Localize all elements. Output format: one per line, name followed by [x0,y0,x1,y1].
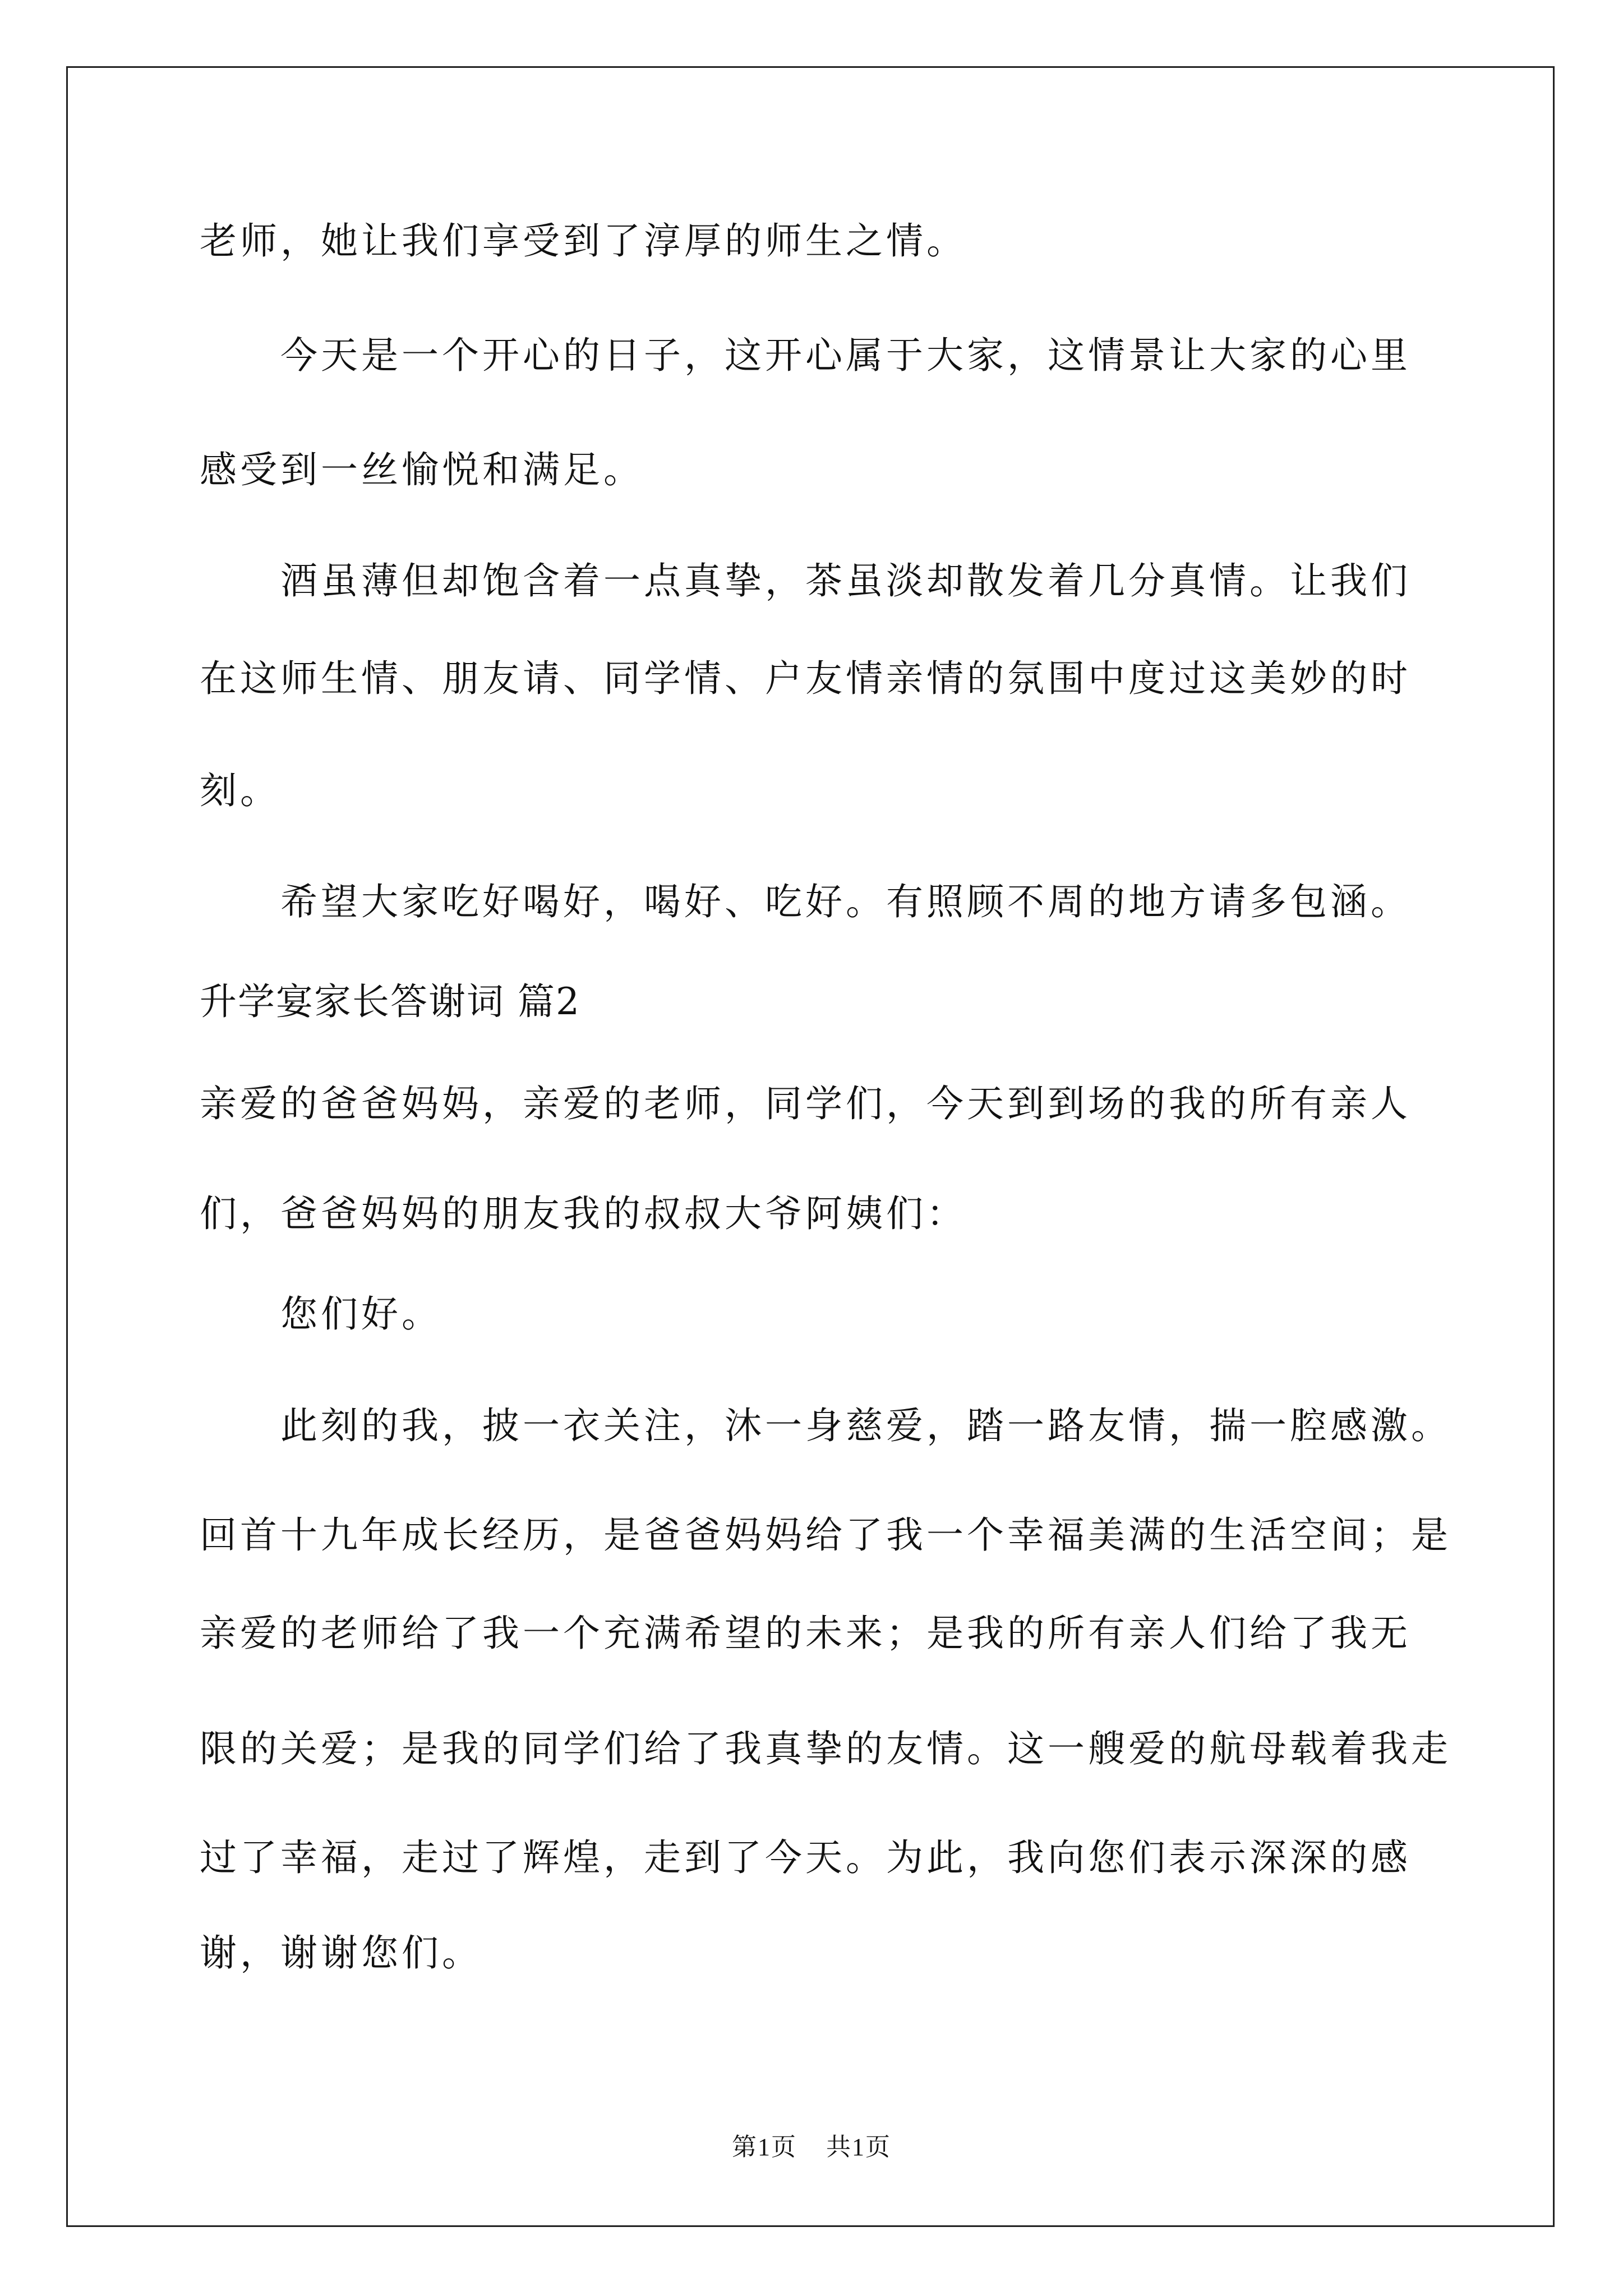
paragraph-line: 限的关爱；是我的同学们给了我真挚的友情。这一艘爱的航母载着我走 [200,1727,1451,1770]
page-footer [0,2132,1623,2163]
page-number: 第1页 [732,2133,797,2161]
paragraph-line: 刻。 [200,769,280,812]
paragraph-line: 此刻的我，披一衣关注，沐一身慈爱，踏一路友情，揣一腔感激。 [280,1404,1451,1447]
paragraph-line: 亲爱的老师给了我一个充满希望的未来；是我的所有亲人们给了我无 [200,1612,1411,1655]
section-heading: 升学宴家长答谢词 篇2 [200,980,580,1023]
paragraph-line: 亲爱的爸爸妈妈，亲爱的老师，同学们，今天到到场的我的所有亲人 [200,1082,1411,1125]
paragraph-line: 您们好。 [280,1292,442,1336]
paragraph-line: 过了幸福，走过了辉煌，走到了今天。为此，我向您们表示深深的感 [200,1836,1411,1879]
page-border [66,66,1555,2227]
paragraph-line: 谢，谢谢您们。 [200,1931,482,1975]
paragraph-line: 希望大家吃好喝好，喝好、吃好。有照顾不周的地方请多包涵。 [280,880,1411,923]
paragraph-line: 在这师生情、朋友请、同学情、户友情亲情的氛围中度过这美妙的时 [200,657,1411,700]
paragraph-line: 老师，她让我们享受到了淳厚的师生之情。 [200,219,967,263]
paragraph-line: 酒虽薄但却饱含着一点真挚，茶虽淡却散发着几分真情。让我们 [280,559,1411,602]
paragraph-line: 感受到一丝愉悦和满足。 [200,448,644,491]
paragraph-line: 回首十九年成长经历，是爸爸妈妈给了我一个幸福美满的生活空间；是 [200,1513,1451,1557]
paragraph-line: 今天是一个开心的日子，这开心属于大家，这情景让大家的心里 [280,334,1411,377]
page-total: 共1页 [826,2133,891,2161]
paragraph-line: 们，爸爸妈妈的朋友我的叔叔大爷阿姨们： [200,1192,967,1235]
